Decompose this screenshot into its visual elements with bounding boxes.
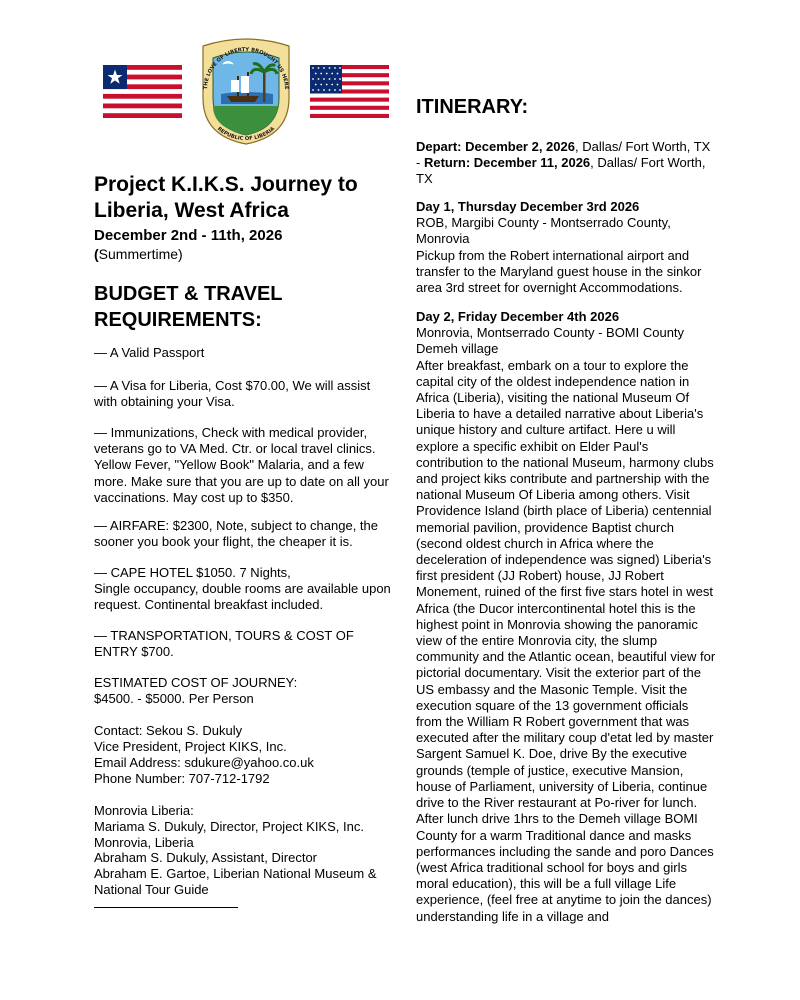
usa-flag-icon [310, 65, 389, 118]
monrovia-heading: Monrovia Liberia: [94, 803, 194, 818]
return-label: Return: December 11, 2026 [423, 155, 591, 171]
return-place: , Dallas/ Fort Worth, TX [416, 155, 706, 187]
requirement-hotel-details: Single occupancy, double rooms are available upon request. Continental breakfast included. [94, 581, 391, 613]
monrovia-tour-guide: Abraham E. Gartoe, Liberian National Museum & National Tour Guide [94, 866, 377, 898]
divider [94, 907, 238, 908]
depart-return-info [416, 139, 716, 188]
page-title: Project K.I.K.S. Journey to Liberia, West Africa [94, 173, 358, 222]
itinerary-heading: ITINERARY: [416, 96, 529, 118]
contact-email: Email Address: sdukure@yahoo.co.uk [94, 755, 314, 770]
budget-heading: BUDGET & TRAVEL REQUIREMENTS: [94, 283, 283, 331]
day-1-text: Pickup from the Robert international airport and transfer to the Maryland guest house in the sinkor area 3rd street for overnight Accommodations. [416, 247, 702, 296]
day-1-section [416, 199, 716, 296]
depart-label: Depart: December 2, 2026 [416, 139, 575, 154]
estimated-cost-label: ESTIMATED COST OF JOURNEY: [94, 675, 298, 690]
contact-name: Contact: Sekou S. Dukuly [94, 723, 243, 738]
requirement-airfare: — AIRFARE: $2300, Note, subject to change, the sooner you book your flight, the cheaper it is. [94, 518, 379, 550]
day-1-location: ROB, Margibi County - Montserrado County, Monrovia [416, 215, 671, 247]
day-2-section [416, 309, 716, 925]
seal-top-text: THE LOVE OF LIBERTY BROUGHT US HERE [202, 46, 290, 90]
contact-title: Vice President, Project KIKS, Inc. [94, 739, 287, 754]
requirement-passport: — A Valid Passport [94, 345, 205, 360]
estimated-cost-value: $4500. - $5000. Per Person [94, 691, 254, 706]
day-2-text: After breakfast, embark on a tour to explore the capital city of the oldest independence nation in Africa (Liberia), visiting the national Museum Of Liberia to have a detailed narrative about Liberia's unique history and culture artifact. Here u will explore a specific exhibit on Elder Paul's contribution to the national Museum, harmony clubs and project kiks contribute and partnership with the national Museum Of Liberia among others. Visit Providence Island (birth place of Liberia) centennial memorial pavilion, providence Baptist church (second oldest church in Africa where the deceleration of independence was signed) Liberia's first president (JJ Robert) house, JJ Robert Monement, ruined of the first five stars hotel in west Africa (the Ducor intercontinental hotel this is the highest point in Monrovia showing the panoramic view of the entire Monrovia city, the slump community and the Atlantic ocean, beautiful view for pictorial documentary. Visit the exterior part of the US embassy and the Masonic Temple. Visit the execution square of the 13 government officials from the William R Robert government that was executed after the military coup d'etat led by master Sargent Samuel K. Doe, drive By the executive grounds (temple of justice, executive Mansion, house of Parliament, university of Liberia, continue drive to the River restaurant at Po-river for lunch. After lunch drive 1hrs to the Demeh village BOMI County for a warm Traditional dance and masks performances including the sande and poro Dances (west Africa traditional school for boys and girls moral education), this will be a full village Life experience, (feel free at anytime to join the dances) understanding life in a village and [416, 357, 716, 924]
requirement-transportation: — TRANSPORTATION, TOURS & COST OF ENTRY $700. [94, 628, 354, 660]
season-note [94, 245, 183, 264]
season-text: Summertime) [98, 246, 183, 262]
contact-phone: Phone Number: 707-712-1792 [94, 771, 270, 786]
requirement-visa: — A Visa for Liberia, Cost $70.00, We will assist with obtaining your Visa. [94, 378, 371, 410]
requirement-immunizations: — Immunizations, Check with medical provider, veterans go to VA Med. Ctr. or local travel clinics. Yellow Fever, "Yellow Book" Malaria, and a few more. Make sure that you are up to date on all your vaccinations. May cost up to $350. [94, 425, 389, 505]
monrovia-assistant: Abraham S. Dukuly, Assistant, Director [94, 850, 318, 865]
depart-place: , Dallas/ Fort Worth, TX - [416, 139, 711, 171]
journey-dates: December 2nd - 11th, 2026 [94, 227, 283, 244]
day-2-heading: Day 2, Friday December 4th 2026 [416, 309, 620, 324]
liberia-flag-icon [103, 65, 182, 118]
seal-bottom-text: REPUBLIC OF LIBERIA [215, 125, 277, 143]
day-1-heading: Day 1, Thursday December 3rd 2026 [416, 199, 640, 214]
requirement-hotel: — CAPE HOTEL $1050. 7 Nights, [94, 565, 291, 580]
monrovia-director: Mariama S. Dukuly, Director, Project KIKS, Inc. Monrovia, Liberia [94, 819, 364, 851]
day-2-location: Monrovia, Montserrado County - BOMI County Demeh village [416, 325, 685, 357]
liberia-seal-icon [193, 36, 299, 148]
season-paren: ( [94, 246, 99, 262]
